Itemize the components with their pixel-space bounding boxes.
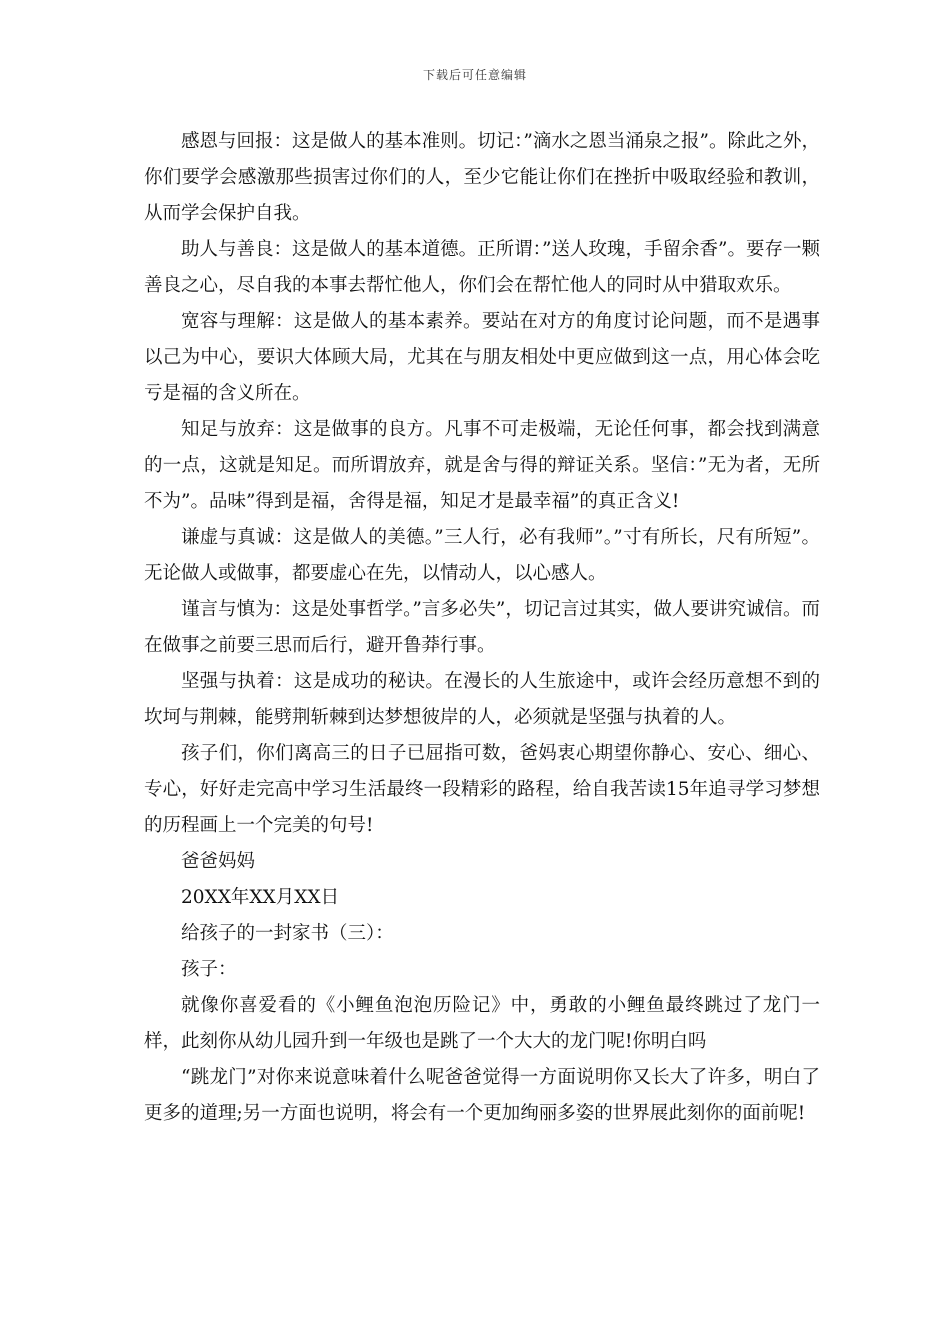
date-line: 20XX年XX月XX日 [181,887,340,908]
paragraph-contentment: 知足与放弃：这是做事的良方。凡事不可走极端，无论任何事，都会找到满意的一点，这就是知足。而所谓放弃，就是舍与得的辩证关系。坚信：”无为者，无所不为”。品味”得到是福，舍得是福，知足才是最幸福”的真正含义! [144,419,820,512]
document-body [144,124,820,1132]
signature-line: 爸爸妈妈 [181,851,256,872]
letter-three-title: 给孩子的一封家书（三）： [181,923,394,944]
paragraph-modesty: 谦虚与真诚：这是做人的美德。”三人行，必有我师”。”寸有所长，尺有所短”。无论做人或做事，都要虚心在先，以情动人，以心感人。 [144,527,820,584]
paragraph-closing-wish: 孩子们，你们离高三的日子已屈指可数，爸妈衷心期望你静心、安心、细心、专心，好好走完高中学习生活最终一段精彩的路程，给自我苦读15年追寻学习梦想的历程画上一个完美的句号! [144,743,820,836]
paragraph-prudence: 谨言与慎为：这是处事哲学。”言多必失”，切记言过其实，做人要讲究诚信。而在做事之前要三思而后行，避开鲁莽行事。 [144,599,820,656]
paragraph-gratitude: 感恩与回报：这是做人的基本准则。切记：”滴水之恩当涌泉之报”。除此之外，你们要学会感激那些损害过你们的人，至少它能让你们在挫折中吸取经验和教训，从而学会保护自我。 [144,131,820,224]
paragraph-kindness: 助人与善良：这是做人的基本道德。正所谓：”送人玫瑰，手留余香”。要存一颗善良之心，尽自我的本事去帮忙他人，你们会在帮忙他人的同时从中猎取欢乐。 [144,239,820,296]
salutation: 孩子： [181,959,237,980]
paragraph-dragon-gate: “跳龙门”对你来说意味着什么呢爸爸觉得一方面说明你又长大了许多，明白了更多的道理;另一方面也说明，将会有一个更加绚丽多姿的世界展此刻你的面前呢! [144,1067,820,1124]
paragraph-tolerance: 宽容与理解：这是做人的基本素养。要站在对方的角度讨论问题，而不是遇事以己为中心，要识大体顾大局，尤其在与朋友相处中更应做到这一点，用心体会吃亏是福的含义所在。 [144,311,820,404]
page-header: 下载后可任意编辑 [422,68,527,82]
paragraph-perseverance: 坚强与执着：这是成功的秘诀。在漫长的人生旅途中，或许会经历意想不到的坎坷与荆棘，能劈荆斩棘到达梦想彼岸的人，必须就是坚强与执着的人。 [144,671,820,728]
paragraph-carp-story: 就像你喜爱看的《小鲤鱼泡泡历险记》中，勇敢的小鲤鱼最终跳过了龙门一样，此刻你从幼儿园升到一年级也是跳了一个大大的龙门呢!你明白吗 [144,995,820,1052]
